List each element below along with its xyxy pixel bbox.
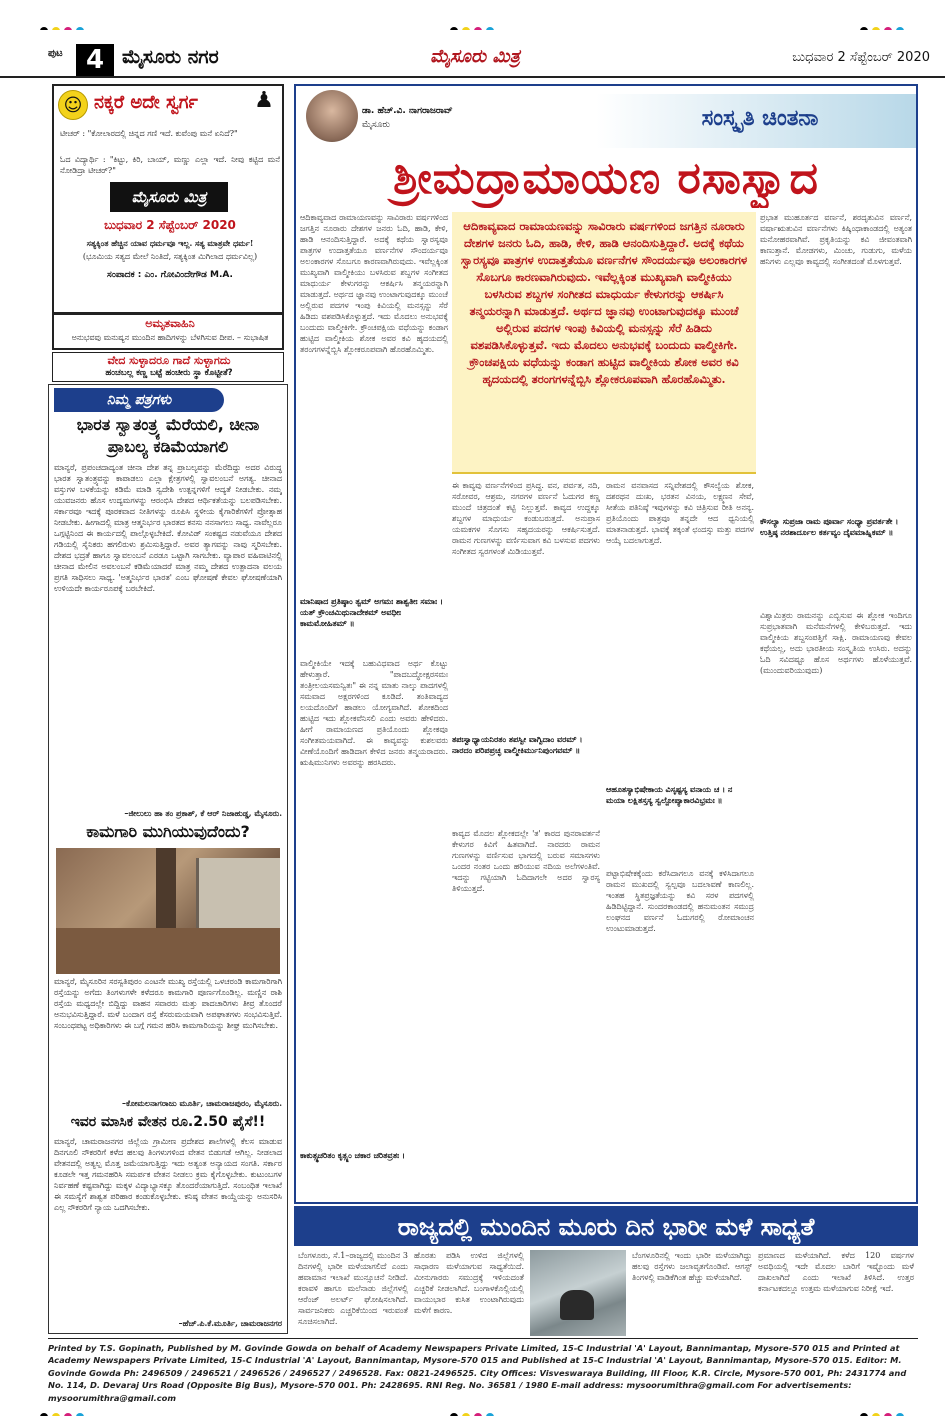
- joke-line-2: ಓದ ವಿದ್ಯಾರ್ಥಿ : "ಕಿಟ್ಟು, ಕಿರಿ, ಬಾಯ್, ಮಣ್ಣು ಎಲ್ಲಾ ಇದೆ. ನೀವು ಕಟ್ಟಿದ ಮನೆ ನೋಡಿದ್ರಾ ಟೀಚರ್?": [60, 155, 280, 175]
- article-col-3-verse-1: ಆಹೂತಸ್ಯಾಭಿಷೇಕಾಯ ವಿಸೃಷ್ಟಸ್ಯ ವನಾಯ ಚ । ನ ಮಯಾ ಲಕ್ಷಿತಸ್ತಸ್ಯ ಸ್ವಲ್ಪೋಪ್ಯಾಕಾರವಿಭ್ರಮಃ ॥: [606, 784, 733, 805]
- page-tag: ಪುಟ: [48, 48, 63, 59]
- tagline-1: ಸತ್ಯಕ್ಕಿಂತ ಹೆಚ್ಚಿನ ಯಾವ ಧರ್ಮವೂ ಇಲ್ಲ. ಸತ್ಯ ಮಾತ್ರವೇ ಧರ್ಮ!: [86, 238, 254, 248]
- joke-title: ನಕ್ಕರೆ ಅದೇ ಸ್ವರ್ಗ: [94, 92, 198, 113]
- letters-header: ನಿಮ್ಮ ಪತ್ರಗಳು: [54, 388, 224, 412]
- pullquote-text: ಆದಿಕಾವ್ಯವಾದ ರಾಮಾಯಣವನ್ನು ಸಾವಿರಾರು ವರ್ಷಗಳಿಂದ ಜಗತ್ತಿನ ನೂರಾರು ದೇಶಗಳ ಜನರು ಓದಿ, ಹಾಡಿ, ಕೇಳಿ, ಹಾಡಿ ಆನಂದಿಸುತ್ತಿದ್ದಾರೆ. ಅದಕ್ಕೆ ಕಥೆಯ ಸ್ವಾರಸ್ಯವೂ ಪಾತ್ರಗಳ ಉದಾತ್ತತೆಯೂ ವರ್ಣನೆಗಳ ಸೌಂದರ್ಯವೂ ಅಲಂಕಾರಗಳ ಸೊಬಗೂ ಕಾರಣವಾಗಿರುವುದು. ಇವೆಲ್ಲಕ್ಕಿಂತ ಮುಖ್ಯವಾಗಿ ವಾಲ್ಮೀಕಿಯು ಬಳಸಿರುವ ಶಬ್ದಗಳ ಸಂಗೀತದ ಮಾಧುರ್ಯ ಕೇಳುಗರನ್ನು ಆಕರ್ಷಿಸಿ ತನ್ಮಯರನ್ನಾಗಿ ಮಾಡುತ್ತದೆ. ಅರ್ಥದ ಜ್ಞಾನವು ಉಂಟಾಗುವುದಕ್ಕೂ ಮುಂಚೆ ಅಲ್ಲಿರುವ ಪದಗಳ ಇಂಪು ಕಿವಿಯಲ್ಲಿ ಮನಸ್ಸನ್ನು ಸೆರೆ ಹಿಡಿದು ವಶಪಡಿಸಿಕೊಳ್ಳುತ್ತವೆ. ಇದು ಮೊದಲು ಅನುಭವಕ್ಕೆ ಬಂದುದು ವಾಲ್ಮೀಕಿಗೇ. ಕ್ರೌಂಚಪಕ್ಷಿಯ ವಧೆಯನ್ನು ಕಂಡಾಗ ಹುಟ್ಟಿದ ವಾಲ್ಮೀಕಿಯ ಶೋಕ ಅವರ ಕವಿ ಹೃದಯದಲ್ಲಿ ತರಂಗಗಳನ್ನೆಬ್ಬಿಸಿ ಶ್ಲೋಕರೂಪವಾಗಿ ಹೊರಹೊಮ್ಮಿತು.: [460, 219, 748, 386]
- joke-box: [52, 84, 284, 314]
- amrutavahini-title: ಅಮೃತವಾಹಿನಿ: [145, 317, 195, 330]
- color-marks-left: [40, 20, 100, 30]
- proverb-line-1: ವೇದ ಸುಳ್ಳಾದರೂ ಗಾದೆ ಸುಳ್ಳಾಗದು: [107, 354, 231, 367]
- letter-1-headline: ಭಾರತ ಸ್ವಾತಂತ್ರ್ಯ ಮೆರೆಯಲಿ, ಚೀನಾ ಪ್ರಾಬಲ್ಯ ಕಡಿಮೆಯಾಗಲಿ: [76, 415, 260, 456]
- rain-col-2: ಹೊರತು ಪಡಿಸಿ ಉಳಿದ ಜಿಲ್ಲೆಗಳಲ್ಲಿ ಸಾಧಾರಣ ಮಳೆಯಾಗುವ ಸಾಧ್ಯತೆಯಿದೆ. ಮೀನುಗಾರರು ಸಮುದ್ರಕ್ಕೆ ಇಳಿಯದಂತೆ ಎಚ್ಚರಿಕೆ ನೀಡಲಾಗಿದೆ. ಬಂಗಾಳಕೊಲ್ಲಿಯಲ್ಲಿ ವಾಯುಭಾರ ಕುಸಿತ ಉಂಟಾಗಿರುವುದು ಮಳೆಗೆ ಕಾರಣ.: [414, 1251, 524, 1315]
- rain-col-4: ಪ್ರಮಾಣದ ಮಳೆಯಾಗಿದೆ. ಕಳೆದ 120 ವರ್ಷಗಳ ಅವಧಿಯಲ್ಲಿ ಇದೇ ಮೊದಲ ಬಾರಿಗೆ ಇಷ್ಟೊಂದು ಮಳೆ ದಾಖಲಾಗಿದೆ ಎಂದು ಇಲಾಖೆ ತಿಳಿಸಿದೆ. ಉತ್ತರ ಕರ್ನಾಟಕದಲ್ಲೂ ಉತ್ತಮ ಮಳೆಯಾಗುವ ನಿರೀಕ್ಷೆ ಇದೆ.: [758, 1251, 914, 1293]
- bottom-color-marks-right: [860, 1406, 920, 1416]
- amrutavahini-text: ಅನುಭವವು ಮನುಷ್ಯನ ಮುಂದಿನ ಹಾದಿಗಳನ್ನು ಬೆಳಗಿಸುವ ದೀಪ. – ಸುಭಾಷಿತ: [71, 333, 269, 342]
- author-place: ಮೈಸೂರು: [362, 120, 390, 130]
- shop-front-shape: [196, 858, 280, 928]
- letter-3-body: ಮಾನ್ಯರೆ, ಚಾಮರಾಜನಗರ ಜಿಲ್ಲೆಯ ಗ್ರಾಮೀಣ ಪ್ರದೇಶದ ಶಾಲೆಗಳಲ್ಲಿ ಕೆಲಸ ಮಾಡುವ ದಿನಗೂಲಿ ನೌಕರರಿಗೆ ಕಳೆದ ಹಲವು ತಿಂಗಳುಗಳಿಂದ ವೇತನ ಬಿಡುಗಡೆ ಆಗಿಲ್ಲ. ನೀಡಲಾದ ವೇತನದಲ್ಲಿ ಅತ್ಯಲ್ಪ ಮೊತ್ತ ಜಮೆಯಾಗುತ್ತಿದ್ದು ಇದು ಅತ್ಯಂತ ಅನ್ಯಾಯದ ಸಂಗತಿ. ಸರ್ಕಾರ ಕೂಡಲೇ ಇತ್ತ ಗಮನಹರಿಸಿ ಸಮರ್ಪಕ ವೇತನ ನೀಡಲು ಕ್ರಮ ಕೈಗೊಳ್ಳಬೇಕು. ಕುಟುಂಬಗಳ ನಿರ್ವಹಣೆ ಕಷ್ಟವಾಗಿದ್ದು ಮಕ್ಕಳ ವಿದ್ಯಾಭ್ಯಾಸಕ್ಕೂ ತೊಂದರೆಯಾಗುತ್ತಿದೆ. ಸಂಬಂಧಿತ ಇಲಾಖೆ ಈ ಸಮಸ್ಯೆಗೆ ಶಾಶ್ವತ ಪರಿಹಾರ ಕಂಡುಕೊಳ್ಳಬೇಕು. ಕನಿಷ್ಠ ವೇತನ ಕಾಯ್ದೆಯನ್ನು ಅನುಸರಿಸಿ ಎಲ್ಲ ನೌಕರರಿಗೆ ನ್ಯಾಯ ಒದಗಿಸಬೇಕು.: [54, 1137, 282, 1212]
- cartoon-icon: ♟: [254, 88, 274, 113]
- newspaper-logo: ಮೈಸೂರು ಮಿತ್ರ: [430, 46, 520, 67]
- article-col-4-verse-1: ಕೌಸಲ್ಯಾ ಸುಪ್ರಜಾ ರಾಮ ಪೂರ್ವಾ ಸಂಧ್ಯಾ ಪ್ರವರ್ತತೇ । ಉತ್ತಿಷ್ಠ ನರಶಾರ್ದೂಲ ಕರ್ತವ್ಯಂ ದೈವಮಾಹ್ನಿಕಮ್ ॥: [760, 516, 899, 537]
- article-col-2-text-b: ಕಾವ್ಯದ ಮೊದಲ ಶ್ಲೋಕದಲ್ಲೇ 'ತ' ಕಾರದ ಪುನರಾವರ್ತನೆ ಕೇಳುಗರ ಕಿವಿಗೆ ಹಿತವಾಗಿದೆ. ನಾರದರು ರಾಮನ ಗುಣಗಳನ್ನು ವರ್ಣಿಸುವ ಭಾಗದಲ್ಲಿ ಬರುವ ಸಮಾಸಗಳು ಒಂದರ ನಂತರ ಒಂದು ಹರಿಯುವ ನದಿಯ ಅಲೆಗಳಂತಿವೆ. ಇದನ್ನು ಗಟ್ಟಿಯಾಗಿ ಓದಿದಾಗಲೇ ಅದರ ಸ್ವಾರಸ್ಯ ತಿಳಿಯುತ್ತದೆ.: [452, 829, 600, 893]
- footer-rule: [48, 1338, 918, 1339]
- article-headline: ಶ್ರೀಮದ್ರಾಮಾಯಣ ರಸಾಸ್ವಾದ: [393, 153, 819, 204]
- article-col-4-text-b: ವಿಶ್ವಾಮಿತ್ರರು ರಾಮನನ್ನು ಎಬ್ಬಿಸುವ ಈ ಶ್ಲೋಕ ಇಂದಿಗೂ ಸುಪ್ರಭಾತವಾಗಿ ಮನೆಮನೆಗಳಲ್ಲಿ ಕೇಳಿಬರುತ್ತದೆ. ಇದು ವಾಲ್ಮೀಕಿಯ ಶಬ್ದಸಂಪತ್ತಿಗೆ ಸಾಕ್ಷಿ. ರಾಮಾಯಣವು ಕೇವಲ ಕಥೆಯಲ್ಲ, ಅದು ಭಾರತೀಯ ಸಂಸ್ಕೃತಿಯ ಉಸಿರು. ಅದನ್ನು ಓದಿ ಸವಿದಷ್ಟೂ ಹೊಸ ಅರ್ಥಗಳು ಹೊಳೆಯುತ್ತವೆ. (ಮುಂದುವರಿಯುವುದು): [760, 611, 912, 675]
- article-col-1-verse-2: ಕಾಕುತ್ಸ್ಥಚರಿತಂ ಕೃತ್ಸ್ನಂ ಚಕಾರ ಚರಿತವ್ರತಃ ।: [300, 1150, 405, 1160]
- column-title: ಸಂಸ್ಕೃತಿ ಚಿಂತನಾ: [701, 106, 819, 131]
- letter-1-signature: –ಜೀಲುಲು ಹಾ ತಂ ಪ್ರಕಾಶ್, ಕೆ ಆರ್ ನಿಜಾಹುಡ್ಡ, ಮೈಸೂರು.: [124, 808, 282, 818]
- article-col-1-text-b: ವಾಲ್ಮೀಕಿಯೇ ಇದಕ್ಕೆ ಬಹುವಿಧವಾದ ಅರ್ಥ ಕೊಟ್ಟು ಹೇಳುತ್ತಾರೆ. "ಪಾದಬದ್ಧೋಕ್ಷರಸಮಃ ತಂತ್ರೀಲಯಸಮನ್ವಿತಃ" ಈ ನನ್ನ ಮಾತು ನಾಲ್ಕು ಪಾದಗಳಲ್ಲಿ ಸಮವಾದ ಅಕ್ಷರಗಳಿಂದ ಕೂಡಿದೆ. ತಂತಿವಾದ್ಯದ ಲಯದೊಂದಿಗೆ ಹಾಡಲು ಯೋಗ್ಯವಾಗಿದೆ. ಶೋಕದಿಂದ ಹುಟ್ಟಿದ ಇದು ಶ್ಲೋಕವೆನಿಸಲಿ ಎಂದು ಅವರು ಹೇಳಿದರು. ಹೀಗೆ ರಾಮಾಯಣದ ಪ್ರತಿಯೊಂದು ಶ್ಲೋಕವೂ ಸಂಗೀತಮಯವಾಗಿದೆ. ಈ ಕಾವ್ಯವನ್ನು ಕುಶಲವರು ವೀಣೆಯೊಂದಿಗೆ ಹಾಡಿದಾಗ ಕೇಳಿದ ಜನರು ತನ್ಮಯರಾದರು. ಋಷಿಮುನಿಗಳು ಅವರನ್ನು ಹರಸಿದರು.: [300, 659, 448, 767]
- letter-1-body: ಮಾನ್ಯರೆ, ಪ್ರಪಂಚದಾದ್ಯಂತ ಚೀನಾ ದೇಶ ತನ್ನ ಪ್ರಾಬಲ್ಯವನ್ನು ಮೆರೆದಿದ್ದು ಅದರ ವಿರುದ್ಧ ಭಾರತ ಸ್ವಾತಂತ್ರ್ಯವನ್ನು ಕಾಪಾಡಲು ಎಲ್ಲಾ ಕ್ಷೇತ್ರಗಳಲ್ಲಿ ಸ್ವಾವಲಂಬನೆ ಅಗತ್ಯ. ಚೀನಾದ ವಸ್ತುಗಳ ಬಳಕೆಯನ್ನು ಕಡಿಮೆ ಮಾಡಿ ಸ್ವದೇಶಿ ಉತ್ಪನ್ನಗಳಿಗೆ ಆದ್ಯತೆ ನೀಡಬೇಕು. ನಮ್ಮ ಯುವಜನರು ಹೊಸ ಉದ್ಯಮಗಳನ್ನು ಆರಂಭಿಸಿ ದೇಶದ ಆರ್ಥಿಕತೆಯನ್ನು ಬಲಪಡಿಸಬೇಕು. ಸರ್ಕಾರವೂ ಇದಕ್ಕೆ ಪೂರಕವಾದ ನೀತಿಗಳನ್ನು ರೂಪಿಸಿ ಸ್ಥಳೀಯ ಕೈಗಾರಿಕೆಗಳಿಗೆ ಪ್ರೋತ್ಸಾಹ ನೀಡಬೇಕು. ಹೀಗಾದಲ್ಲಿ ಮಾತ್ರ ಆತ್ಮನಿರ್ಭರ ಭಾರತದ ಕನಸು ನನಸಾಗಲು ಸಾಧ್ಯ. ನಾವೆಲ್ಲರೂ ಒಗ್ಗಟ್ಟಿನಿಂದ ಈ ಕಾರ್ಯದಲ್ಲಿ ಪಾಲ್ಗೊಳ್ಳಬೇಕಿದೆ. ಕೋವಿಡ್ ಸಂಕಷ್ಟದ ನಡುವೆಯೂ ದೇಶದ ಗಡಿಯಲ್ಲಿ ಸೈನಿಕರು ಹಗಲಿರುಳು ಶ್ರಮಿಸುತ್ತಿದ್ದಾರೆ. ಅವರ ತ್ಯಾಗವನ್ನು ನಾವು ಸ್ಮರಿಸಬೇಕು. ದೇಶದ ಭದ್ರತೆ ಹಾಗೂ ಸ್ವಾವಲಂಬನೆ ಎರಡೂ ಒಟ್ಟಾಗಿ ಸಾಗಬೇಕು. ವ್ಯಾಪಾರ ವಹಿವಾಟಿನಲ್ಲಿ ಚೀನಾದ ಮೇಲಿನ ಅವಲಂಬನೆ ಕಡಿಮೆಯಾದರೆ ಮಾತ್ರ ನಮ್ಮ ದೇಶದ ಉತ್ಪಾದನಾ ವಲಯ ಪ್ರಗತಿ ಸಾಧಿಸಲು ಸಾಧ್ಯ. 'ಅತ್ಮನಿರ್ಭರ ಭಾರತ' ಎಂಬ ಘೋಷಣೆ ಕೇವಲ ಘೋಷಣೆಯಾಗಿ ಉಳಿಯದೇ ಕಾರ್ಯರೂಪಕ್ಕೆ ಬರಬೇಕಿದೆ.: [54, 463, 282, 593]
- tagline-2: (ಭೂಮಿಯ ಸತ್ಯದ ಮೇಲೆ ನಿಂತಿದೆ, ಸತ್ಯಕ್ಕಿಂತ ಮಿಗಿಲಾದ ಧರ್ಮವಿಲ್ಲ): [82, 252, 258, 261]
- letter-2-signature: –ಕೋಮಲನಾಗರಾಜು ಮೂರ್ತಿ, ಚಾಮರಾಜಪುರಂ, ಮೈಸೂರು.: [121, 1098, 282, 1108]
- article-col-2-text: ಈ ಕಾವ್ಯವು ವರ್ಣನೆಗಳಿಂದ ಪ್ರಸಿದ್ಧ. ವನ, ಪರ್ವತ, ನದಿ, ಸರೋವರ, ಆಶ್ರಮ, ನಗರಗಳ ವರ್ಣನೆ ಓದುಗರ ಕಣ್ಣ ಮುಂದೆ ಚಿತ್ರದಂತೆ ಕಟ್ಟಿ ನಿಲ್ಲುತ್ತವೆ. ಕಾವ್ಯದ ಉದ್ದಕ್ಕೂ ಶಬ್ದಗಳ ಮಾಧುರ್ಯ ಕಂಡುಬರುತ್ತದೆ. ಅನುಪ್ರಾಸ ಯಮಕಗಳ ಸೊಗಸು ಸಹೃದಯರನ್ನು ಆಕರ್ಷಿಸುತ್ತದೆ. ರಾಮನ ಗುಣಗಳನ್ನು ವರ್ಣಿಸುವಾಗ ಕವಿ ಬಳಸುವ ಪದಗಳು ಸಂಗೀತದ ಸ್ವರಗಳಂತೆ ಮಿಡಿಯುತ್ತವೆ.: [452, 481, 600, 556]
- letter-2-headline: ಕಾಮಗಾರಿ ಮುಗಿಯುವುದೆಂದು?: [86, 822, 250, 841]
- dug-soil-shape: [56, 928, 280, 974]
- rain-headline: ರಾಜ್ಯದಲ್ಲಿ ಮುಂದಿನ ಮೂರು ದಿನ ಭಾರೀ ಮಳೆ ಸಾಧ್ಯತೆ: [397, 1213, 815, 1241]
- page-number: 4: [76, 44, 114, 76]
- bottom-color-marks-center: [450, 1406, 510, 1416]
- box-logo: ಮೈಸೂರು ಮಿತ್ರ: [110, 182, 228, 212]
- article-col-2-verse-1: ತಪಃಸ್ವಾಧ್ಯಾಯನಿರತಂ ತಪಸ್ವೀ ವಾಗ್ವಿದಾಂ ವರಮ್ । ನಾರದಂ ಪರಿಪಪ್ರಚ್ಛ ವಾಲ್ಮೀಕಿರ್ಮುನಿಪುಂಗವಮ್ ॥: [452, 734, 583, 755]
- editor-line: ಸಂಪಾದಕ : ಎಂ. ಗೋವಿಂದೇಗೌಡ M.A.: [107, 270, 233, 280]
- box-date: ಬುಧವಾರ 2 ಸೆಪ್ಟೆಂಬರ್ 2020: [104, 218, 236, 232]
- issue-date: ಬುಧವಾರ 2 ಸೆಪ್ಟೆಂಬರ್ 2020: [792, 50, 930, 65]
- bottom-color-marks-left: [40, 1406, 100, 1416]
- article-col-1-text: ಆದಿಕಾವ್ಯವಾದ ರಾಮಾಯಣವನ್ನು ಸಾವಿರಾರು ವರ್ಷಗಳಿಂದ ಜಗತ್ತಿನ ನೂರಾರು ದೇಶಗಳ ಜನರು ಓದಿ, ಹಾಡಿ, ಕೇಳಿ, ಹಾಡಿ ಆನಂದಿಸುತ್ತಿದ್ದಾರೆ. ಅದಕ್ಕೆ ಕಥೆಯ ಸ್ವಾರಸ್ಯವೂ ಪಾತ್ರಗಳ ಉದಾತ್ತತೆಯೂ ವರ್ಣನೆಗಳ ಸೌಂದರ್ಯವೂ ಅಲಂಕಾರಗಳ ಸೊಬಗೂ ಕಾರಣವಾಗಿರುವುದು. ಇವೆಲ್ಲಕ್ಕಿಂತ ಮುಖ್ಯವಾಗಿ ವಾಲ್ಮೀಕಿಯು ಬಳಸಿರುವ ಶಬ್ದಗಳ ಸಂಗೀತದ ಮಾಧುರ್ಯ ಕೇಳುಗರನ್ನು ಆಕರ್ಷಿಸಿ ತನ್ಮಯರನ್ನಾಗಿ ಮಾಡುತ್ತದೆ. ಅರ್ಥದ ಜ್ಞಾನವು ಉಂಟಾಗುವುದಕ್ಕೂ ಮುಂಚೆ ಅಲ್ಲಿರುವ ಪದಗಳ ಇಂಪು ಕಿವಿಯಲ್ಲಿ ಮನಸ್ಸನ್ನು ಸೆರೆ ಹಿಡಿದು ವಶಪಡಿಸಿಕೊಳ್ಳುತ್ತದೆ. ಇದು ಮೊದಲು ಅನುಭವಕ್ಕೆ ಬಂದುದು ವಾಲ್ಮೀಕಿಗೇ. ಕ್ರೌಂಚಪಕ್ಷಿಯ ವಧೆಯನ್ನು ಕಂಡಾಗ ಹುಟ್ಟಿದ ವಾಲ್ಮೀಕಿಯ ಶೋಕ ಅವರ ಕವಿ ಹೃದಯದಲ್ಲಿ ತರಂಗಗಳನ್ನೆಬ್ಬಿಸಿ ಶ್ಲೋಕರೂಪವಾಗಿ ಹೊರಹೊಮ್ಮಿತು.: [300, 213, 448, 354]
- article-col-4-text: ಪ್ರಭಾತ ಮುಹೂರ್ತದ ವರ್ಣನೆ, ಶರದೃತುವಿನ ವರ್ಣನೆ, ವರ್ಷಾಋತುವಿನ ವರ್ಣನೆಗಳು ಕಿಷ್ಕಿಂಧಾಕಾಂಡದಲ್ಲಿ ಅತ್ಯಂತ ಮನೋಹರವಾಗಿವೆ. ಪ್ರಕೃತಿಯನ್ನು ಕವಿ ಜೀವಂತವಾಗಿ ಕಾಣುತ್ತಾನೆ. ಮೋಡಗಳು, ಮಿಂಚು, ಗುಡುಗು, ಮಳೆಯ ಹನಿಗಳು ಎಲ್ಲವೂ ಕಾವ್ಯದಲ್ಲಿ ಸಂಗೀತದಂತೆ ಮೊಳಗುತ್ತವೆ.: [760, 213, 912, 266]
- rain-col-3: ಬೆಂಗಳೂರಿನಲ್ಲಿ ಇಂದು ಭಾರೀ ಮಳೆಯಾಗಿದ್ದು ಹಲವು ರಸ್ತೆಗಳು ಜಲಾವೃತಗೊಂಡಿವೆ. ಆಗಸ್ಟ್ ತಿಂಗಳಲ್ಲಿ ವಾಡಿಕೆಗಿಂತ ಹೆಚ್ಚು ಮಳೆಯಾಗಿದೆ.: [632, 1251, 752, 1282]
- section-title: ಮೈಸೂರು ನಗರ: [122, 46, 219, 68]
- article-col-3-text-b: ಪಟ್ಟಾಭಿಷೇಕಕ್ಕೆಂದು ಕರೆಸಿದಾಗಲೂ ವನಕ್ಕೆ ಕಳಿಸಿದಾಗಲೂ ರಾಮನ ಮುಖದಲ್ಲಿ ಸ್ವಲ್ಪವೂ ಬದಲಾವಣೆ ಕಾಣಲಿಲ್ಲ. ಇಂತಹ ಸ್ಥಿತಪ್ರಜ್ಞತೆಯನ್ನು ಕವಿ ಸರಳ ಪದಗಳಲ್ಲಿ ಹಿಡಿದಿಟ್ಟಿದ್ದಾನೆ. ಸುಂದರಕಾಂಡದಲ್ಲಿ ಹನುಮಂತನ ಸಮುದ್ರ ಲಂಘನದ ವರ್ಣನೆ ಓದುಗರಲ್ಲಿ ರೋಮಾಂಚನ ಉಂಟುಮಾಡುತ್ತದೆ.: [606, 869, 754, 933]
- color-marks-right: [860, 20, 920, 30]
- letter-3-signature: –ಹೆಚ್.ಪಿ.ಕೆ.ಮೂರ್ತಿ, ಚಾಮರಾಜನಗರ: [178, 1318, 282, 1328]
- laughing-face-icon: ☺: [58, 90, 88, 120]
- joke-line-1: ಟೀಚರ್ : "ಕೋಲಾರದಲ್ಲಿ ಚಿನ್ನದ ಗಣಿ ಇದೆ. ಕುವೆಂಪು ಮನೆ ಏನಿದೆ?": [60, 129, 238, 138]
- amrutavahini-box: [52, 314, 284, 350]
- imprint-footer: Printed by T.S. Gopinath, Published by M. Govinde Gowda on behalf of Academy Newspapers Private Limited, 15-C Industrial 'A' Layout, Bannimantap, Mysore-570 015 and Printed at Academy Newspapers Private Limited, 15-C Industrial 'A' Layout, Bannimantap, Mysore-570 015 and Published at 15-C Industrial 'A' Layout, Bannimantap, Mysore-570 015. Editor: M. Govinde Gowda Ph: 2496509 / 2496521 / 2496526 / 2496527 / 2496528. Fax: 0821-2496525. City Offices: Visveswaraya Building, III Floor, K.R. Circle, Mysore-570 001, Ph: 2431774 and No. 114, D. Devaraj Urs Road (Opposite Big Bus), Mysore-570 001. Ph: 2428695. RNI Reg. No. 36581 / 1980 E-mail address: mysoorumithra@gmail.com For advertisements: mysoorumithra@gmail.com: [48, 1343, 907, 1402]
- letter-2-body: ಮಾನ್ಯರೆ, ಮೈಸೂರಿನ ಸರಸ್ವತಿಪುರಂ ಎಂಟನೇ ಮುಖ್ಯ ರಸ್ತೆಯಲ್ಲಿ ಒಳಚರಂಡಿ ಕಾಮಗಾರಿಗಾಗಿ ರಸ್ತೆಯನ್ನು ಅಗೆದು ತಿಂಗಳುಗಳೇ ಕಳೆದರೂ ಕಾಮಗಾರಿ ಪೂರ್ಣಗೊಂಡಿಲ್ಲ. ಮಣ್ಣಿನ ರಾಶಿ ರಸ್ತೆಯ ಮಧ್ಯದಲ್ಲೇ ಬಿದ್ದಿದ್ದು ವಾಹನ ಸವಾರರು ಮತ್ತು ಪಾದಚಾರಿಗಳು ತೀವ್ರ ತೊಂದರೆ ಅನುಭವಿಸುತ್ತಿದ್ದಾರೆ. ಮಳೆ ಬಂದಾಗ ರಸ್ತೆ ಕೆಸರುಮಯವಾಗಿ ಅಪಘಾತಗಳು ಸಂಭವಿಸುತ್ತಿವೆ. ಸಂಬಂಧಪಟ್ಟ ಅಧಿಕಾರಿಗಳು ಈ ಬಗ್ಗೆ ಗಮನ ಹರಿಸಿ ಕಾಮಗಾರಿಯನ್ನು ಶೀಘ್ರ ಮುಗಿಸಬೇಕು.: [54, 977, 282, 1030]
- letter-3-headline: ಇವರ ಮಾಸಿಕ ವೇತನ ರೂ.2.50 ಪೈಸೆ!!: [70, 1114, 266, 1130]
- motorcyclist-shape: [560, 1290, 594, 1320]
- article-col-1-verse-1: ಮಾನಿಷಾದ ಪ್ರತಿಷ್ಠಾಂ ತ್ವಮ್ ಅಗಮಃ ಶಾಶ್ವತೀಃ ಸಮಾಃ । ಯತ್ ಕ್ರೌಂಚಮಿಥುನಾದೇಕಮ್ ಅವಧೀಃ ಕಾಮಮೋಹಿತಮ್ ॥: [300, 596, 443, 628]
- author-name: ಡಾ. ಹೆಚ್.ವಿ. ನಾಗರಾಜರಾವ್: [362, 106, 453, 116]
- proverb-line-2: ಹಂಚಬಲ್ಲ ಕಣ್ಣ ಬಟ್ಟೆ ಹಂಚೀರು ಸ್ಥಾ ಕೊಟ್ಟೀತೆ?: [105, 368, 233, 378]
- rain-photo: [530, 1250, 626, 1336]
- proverb-box: [52, 352, 284, 382]
- article-col-3-text: ರಾಮನ ವನವಾಸದ ಸನ್ನಿವೇಶದಲ್ಲಿ ಕೌಸಲ್ಯೆಯ ಶೋಕ, ದಶರಥನ ದುಃಖ, ಭರತನ ವಿನಯ, ಲಕ್ಷ್ಮಣನ ಸೇವೆ, ಸೀತೆಯ ಪತಿನಿಷ್ಠೆ ಇವುಗಳನ್ನು ಕವಿ ಚಿತ್ರಿಸುವ ರೀತಿ ಅನನ್ಯ. ಪ್ರತಿಯೊಂದು ಪಾತ್ರವೂ ತನ್ನದೇ ಆದ ಧ್ವನಿಯಲ್ಲಿ ಮಾತನಾಡುತ್ತದೆ. ಭಾವಕ್ಕೆ ತಕ್ಕಂತೆ ಛಂದಸ್ಸು ಮತ್ತು ಪದಗಳ ಆಯ್ಕೆ ಬದಲಾಗುತ್ತದೆ.: [606, 481, 754, 545]
- rain-col-1: ಬೆಂಗಳೂರು, ಸೆ.1–ರಾಜ್ಯದಲ್ಲಿ ಮುಂದಿನ 3 ದಿನಗಳಲ್ಲಿ ಭಾರೀ ಮಳೆಯಾಗಲಿದೆ ಎಂದು ಹವಾಮಾನ ಇಲಾಖೆ ಮುನ್ಸೂಚನೆ ನೀಡಿದೆ. ಕರಾವಳಿ ಹಾಗೂ ಮಲೆನಾಡು ಜಿಲ್ಲೆಗಳಲ್ಲಿ ಆರೆಂಜ್ ಅಲರ್ಟ್ ಘೋಷಿಸಲಾಗಿದೆ. ಸಾರ್ವಜನಿಕರು ಎಚ್ಚರಿಕೆಯಿಂದ ಇರುವಂತೆ ಸೂಚಿಸಲಾಗಿದೆ.: [298, 1251, 408, 1326]
- author-photo: [306, 90, 358, 142]
- roadwork-photo: [56, 848, 280, 974]
- color-marks-center: [450, 20, 510, 30]
